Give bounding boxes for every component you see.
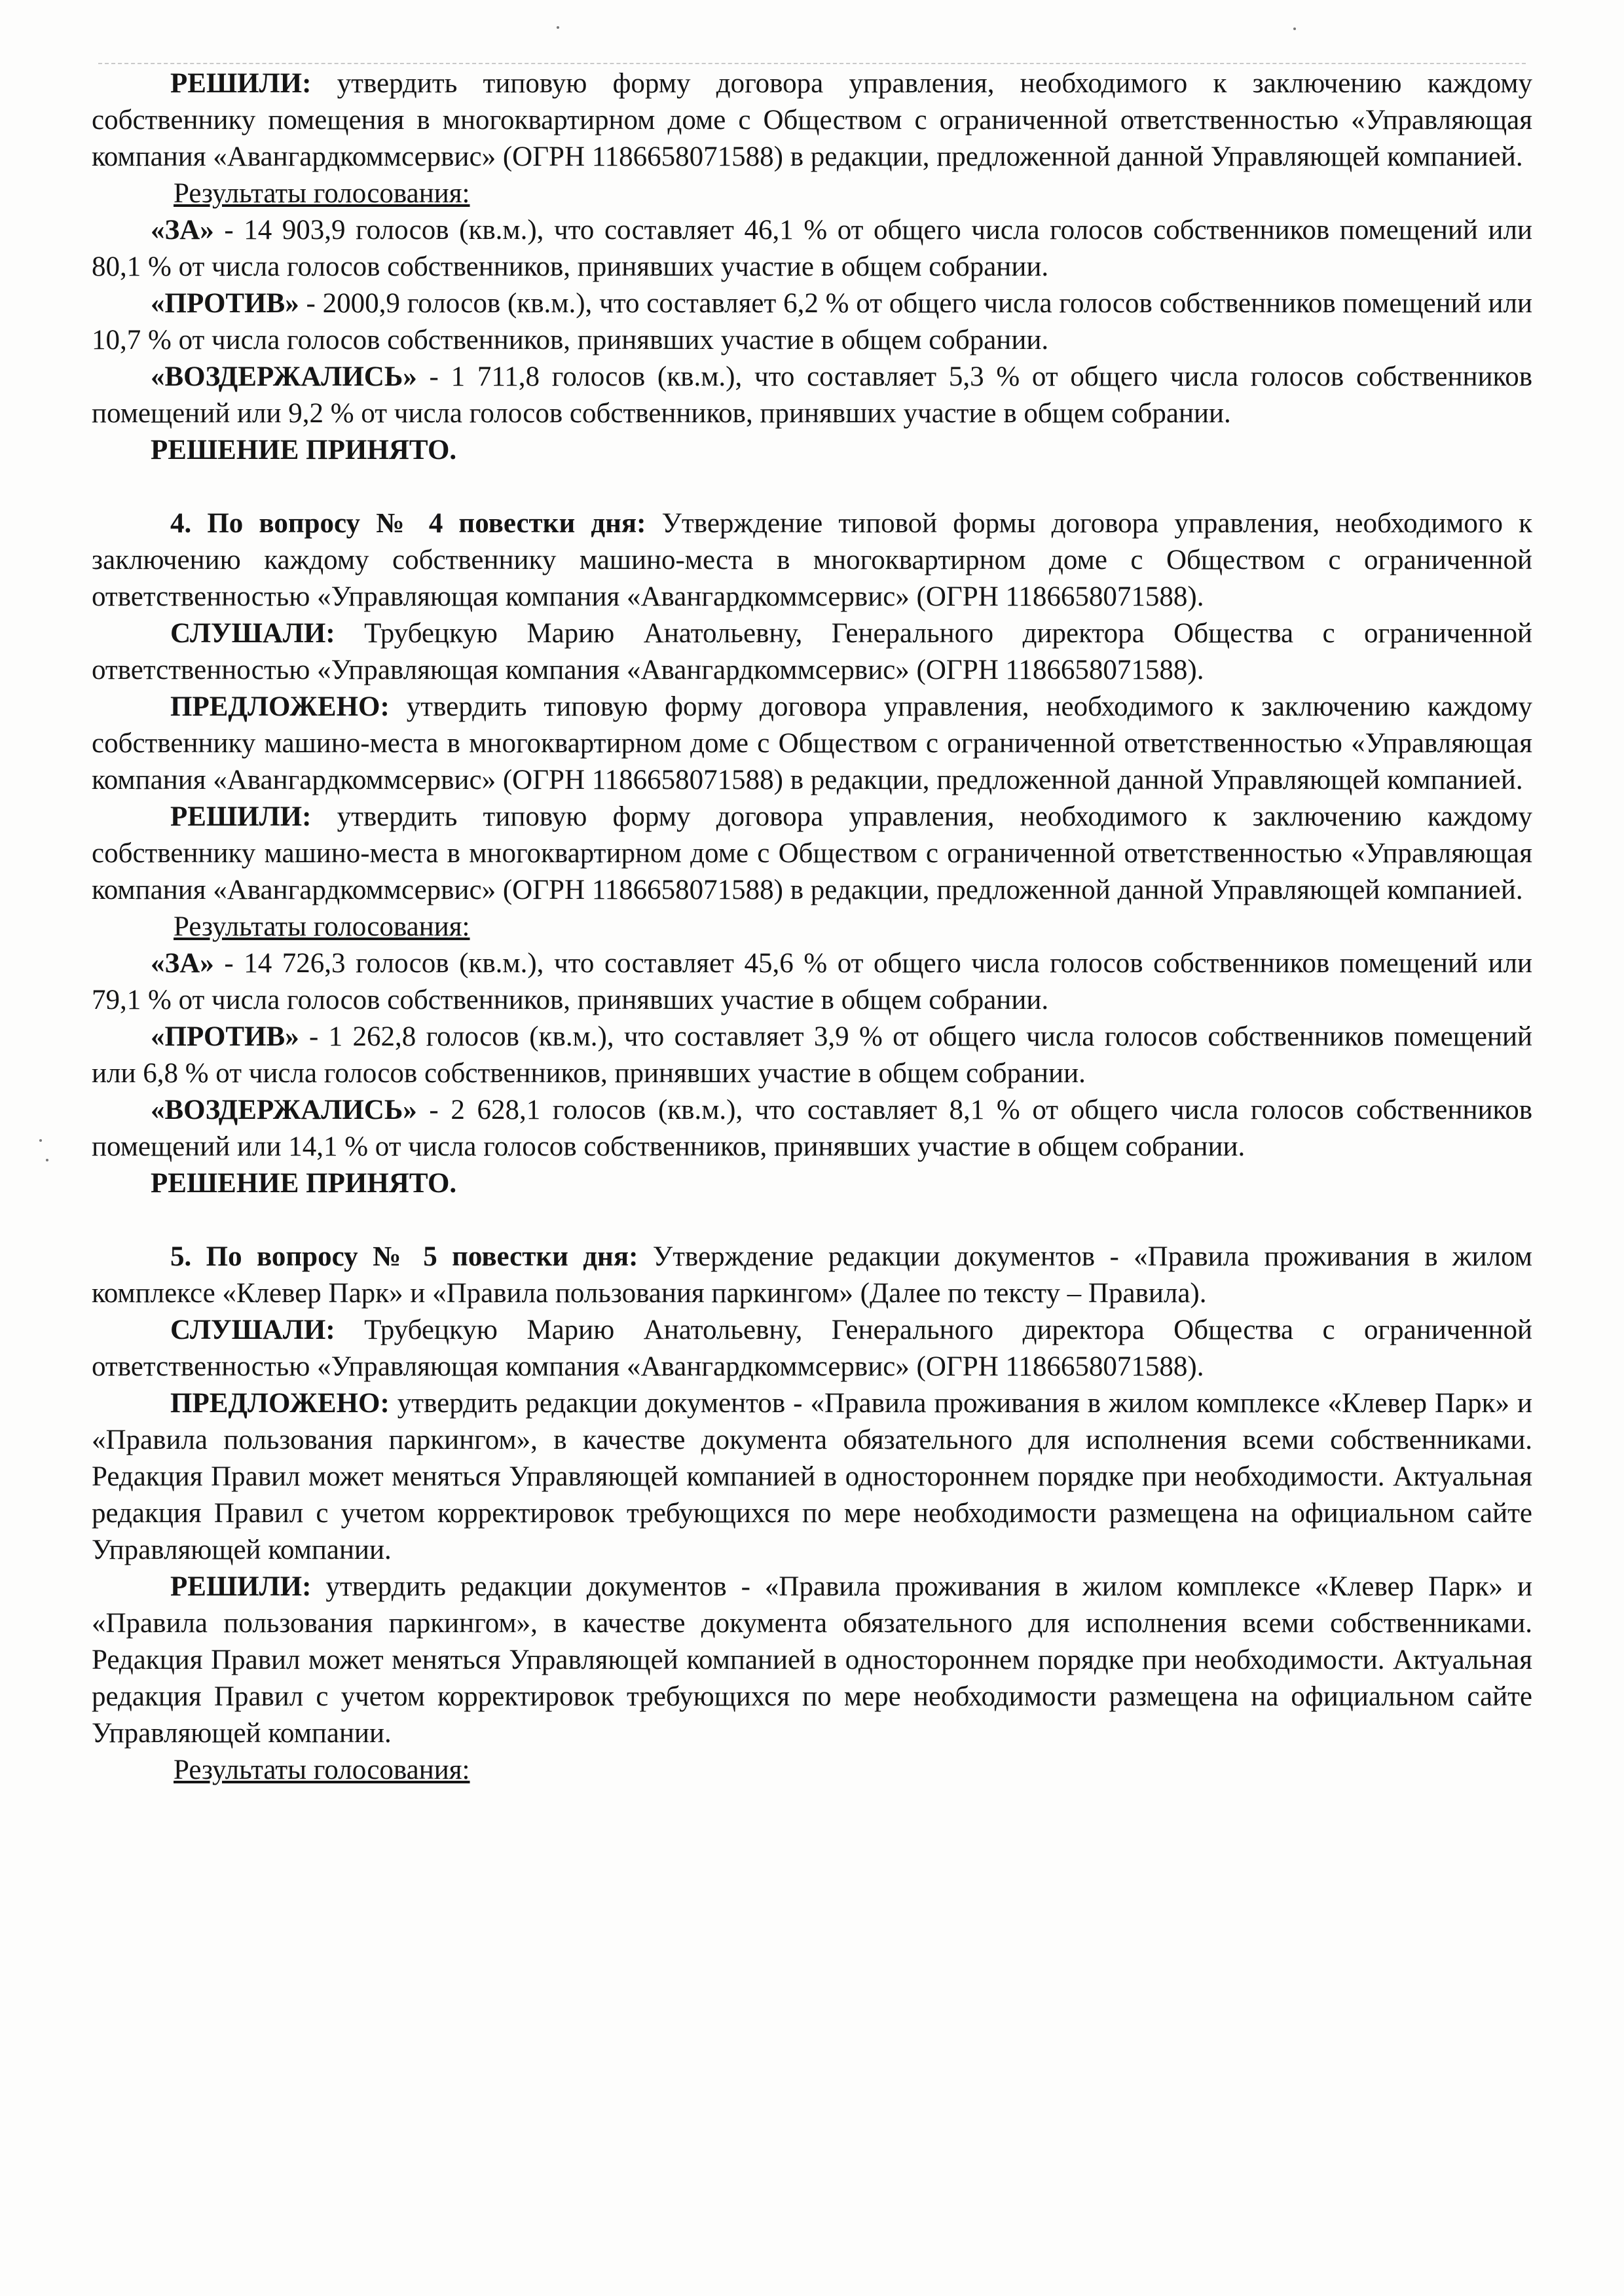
vote-against-text: - 2000,9 голосов (кв.м.), что составляет 6,2 % от общего числа голосов собственников помещений или 10,7 % от числа голосов собственников, принявших участие в общем собрании.: [92, 288, 1532, 355]
scan-speck: [39, 1139, 42, 1142]
vote-abstain-text: - 1 711,8 голосов (кв.м.), что составляет 5,3 % от общего числа голосов собственников помещений или 9,2 % от числа голосов собственников, принявших участие в общем собрании.: [92, 361, 1532, 429]
vote-abstain-text: - 2 628,1 голосов (кв.м.), что составляет 8,1 % от общего числа голосов собственников помещений или 14,1 % от числа голосов собственников, принявших участие в общем собрании.: [92, 1095, 1532, 1162]
question-3-section: [92, 65, 1532, 469]
results-label: Результаты голосования:: [174, 911, 470, 942]
resolved-paragraph: [92, 1569, 1532, 1752]
question-5-section: [92, 1239, 1532, 1789]
results-label: Результаты голосования:: [174, 1755, 470, 1785]
resolved-text: утвердить редакции документов - «Правила проживания в жилом комплексе «Клевер Парк» и «Правила пользования паркингом», в качестве документа обязательного для исполнения всеми собственниками. Редакция Правил может меняться Управляющей компанией в одностороннем порядке при необходимости. Актуальная редакция Правил с учетом корректировок требующихся по мере необходимости размещена на официальном сайте Управляющей компании.: [92, 1571, 1532, 1749]
resolved-label: РЕШИЛИ:: [170, 68, 312, 99]
resolved-label: РЕШИЛИ:: [170, 801, 312, 832]
question-heading-label: 4. По вопросу № 4 повестки дня:: [170, 508, 646, 539]
decision-accepted: РЕШЕНИЕ ПРИНЯТО.: [151, 1168, 457, 1199]
vote-against-label: «ПРОТИВ»: [151, 288, 299, 319]
heard-paragraph: [92, 1312, 1532, 1385]
question-heading: [92, 505, 1532, 615]
proposed-label: ПРЕДЛОЖЕНО:: [170, 1388, 390, 1419]
vote-for: [92, 212, 1532, 285]
heard-label: СЛУШАЛИ:: [170, 618, 335, 649]
resolved-paragraph: [92, 799, 1532, 909]
scan-speck: [557, 26, 559, 29]
vote-against: [92, 1019, 1532, 1092]
question-heading-text: Утверждение типовой формы договора управления, необходимого к заключению каждому собственнику машино-места в многоквартирном доме с Обществом с ограниченной ответственностью «Управляющая компания «Авангардкоммсервис» (ОГРН 1186658071588).: [92, 508, 1532, 612]
scan-speck: [46, 1159, 48, 1161]
vote-abstain-label: «ВОЗДЕРЖАЛИСЬ»: [151, 361, 417, 392]
scan-artifact-line: [98, 63, 1526, 64]
vote-against-text: - 1 262,8 голосов (кв.м.), что составляет 3,9 % от общего числа голосов собственников помещений или 6,8 % от числа голосов собственников, принявших участие в общем собрании.: [92, 1021, 1532, 1089]
scan-speck: [1293, 27, 1296, 30]
proposed-paragraph: [92, 1385, 1532, 1569]
proposed-label: ПРЕДЛОЖЕНО:: [170, 691, 390, 722]
heard-text: Трубецкую Марию Анатольевну, Генерального директора Общества с ограниченной ответственностью «Управляющая компания «Авангардкоммсервис» (ОГРН 1186658071588).: [92, 618, 1532, 685]
question-4-section: [92, 505, 1532, 1202]
vote-abstain: [92, 359, 1532, 432]
vote-for-text: - 14 903,9 голосов (кв.м.), что составляет 46,1 % от общего числа голосов собственников помещений или 80,1 % от числа голосов собственников, принявших участие в общем собрании.: [92, 215, 1532, 282]
vote-abstain: [92, 1092, 1532, 1165]
proposed-paragraph: [92, 689, 1532, 799]
proposed-text: утвердить редакции документов - «Правила проживания в жилом комплексе «Клевер Парк» и «Правила пользования паркингом», в качестве документа обязательного для исполнения всеми собственниками. Редакция Правил может меняться Управляющей компанией в одностороннем порядке при необходимости. Актуальная редакция Правил с учетом корректировок требующихся по мере необходимости размещена на официальном сайте Управляющей компании.: [92, 1388, 1532, 1565]
heard-paragraph: [92, 615, 1532, 689]
vote-for-text: - 14 726,3 голосов (кв.м.), что составляет 45,6 % от общего числа голосов собственников помещений или 79,1 % от числа голосов собственников, принявших участие в общем собрании.: [92, 948, 1532, 1015]
resolved-label: РЕШИЛИ:: [170, 1571, 312, 1602]
resolved-text: утвердить типовую форму договора управления, необходимого к заключению каждому собственнику помещения в многоквартирном доме с Обществом с ограниченной ответственностью «Управляющая компания «Авангардкоммсервис» (ОГРН 1186658071588) в редакции, предложенной данной Управляющей компанией.: [92, 68, 1532, 172]
vote-for-label: «ЗА»: [151, 948, 214, 979]
results-label: Результаты голосования:: [174, 178, 470, 209]
resolved-paragraph: [92, 65, 1532, 175]
question-heading: [92, 1239, 1532, 1312]
vote-against: [92, 285, 1532, 359]
vote-for-label: «ЗА»: [151, 215, 214, 246]
resolved-text: утвердить типовую форму договора управления, необходимого к заключению каждому собственнику машино-места в многоквартирном доме с Обществом с ограниченной ответственностью «Управляющая компания «Авангардкоммсервис» (ОГРН 1186658071588) в редакции, предложенной данной Управляющей компанией.: [92, 801, 1532, 905]
heard-text: Трубецкую Марию Анатольевну, Генерального директора Общества с ограниченной ответственностью «Управляющая компания «Авангардкоммсервис» (ОГРН 1186658071588).: [92, 1315, 1532, 1382]
proposed-text: утвердить типовую форму договора управления, необходимого к заключению каждому собственнику машино-места в многоквартирном доме с Обществом с ограниченной ответственностью «Управляющая компания «Авангардкоммсервис» (ОГРН 1186658071588) в редакции, предложенной данной Управляющей компанией.: [92, 691, 1532, 795]
question-heading-text: Утверждение редакции документов - «Правила проживания в жилом комплексе «Клевер Парк» и «Правила пользования паркингом» (Далее по тексту – Правила).: [92, 1241, 1532, 1309]
decision-accepted: РЕШЕНИЕ ПРИНЯТО.: [151, 435, 457, 465]
vote-against-label: «ПРОТИВ»: [151, 1021, 299, 1052]
question-heading-label: 5. По вопросу № 5 повестки дня:: [170, 1241, 638, 1272]
vote-for: [92, 945, 1532, 1019]
heard-label: СЛУШАЛИ:: [170, 1315, 335, 1345]
vote-abstain-label: «ВОЗДЕРЖАЛИСЬ»: [151, 1095, 417, 1125]
